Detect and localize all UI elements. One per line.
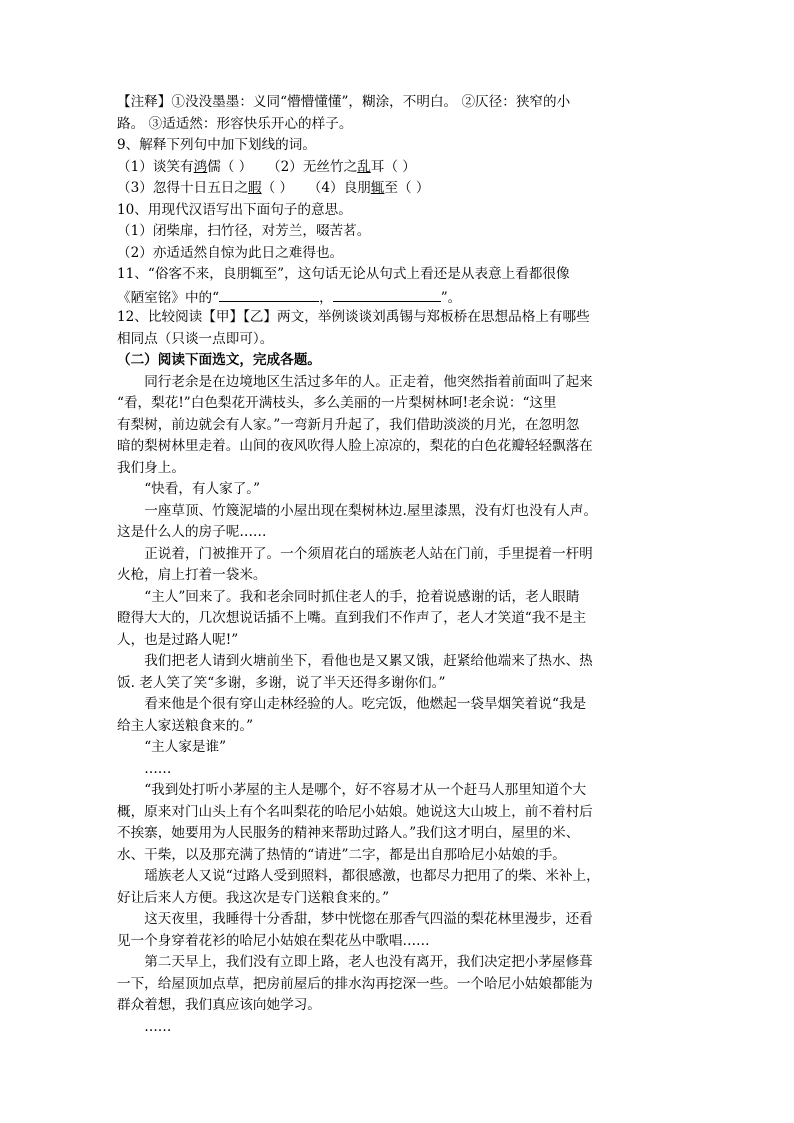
passage-line: “看，梨花!”白色梨花开满枝头，多么美丽的一片梨树林呵!老余说：“这里 xyxy=(117,395,557,411)
passage-line: 瑶族老人又说“过路人受到照料，都很感激，也都尽力把用了的柴、米补上， xyxy=(144,868,600,884)
answer-blank[interactable] xyxy=(219,286,319,302)
passage-line: 好让后来人方便。我这次是专门送粮食来的。” xyxy=(117,889,390,906)
q9-item-1: （1）谈笑有鸿儒（ ） xyxy=(117,158,253,175)
q9-item-3: （3）忽得十日五日之暇（ ） xyxy=(117,180,294,196)
passage-line: “主人”回来了。我和老余同时抓住老人的手，抢着说感谢的话，老人眼睛 xyxy=(144,588,580,605)
q11-line-1: 11、“俗客不来，良朋辄至”，这句话无论从句式上看还是从表意上看都很像 xyxy=(117,266,570,282)
passage-line: 第二天早上，我们没有立即上路，老人也没有离开，我们决定把小茅屋修葺 xyxy=(144,954,593,970)
q9-item-4: （4）良朋辄至（ ） xyxy=(307,180,430,196)
q9-stem: 9、解释下列句中加下划线的词。 xyxy=(117,137,316,153)
passage-line: 我们身上。 xyxy=(117,459,185,476)
passage-line: 见一个身穿着花衫的哈尼小姑娘在梨花丛中歌唱…… xyxy=(117,932,430,949)
passage-line: 这天夜里，我睡得十分香甜，梦中恍惚在那香气四溢的梨花林里漫步，还看 xyxy=(144,911,593,927)
q9-item-2: （2）无丝竹之乱耳（ ） xyxy=(266,158,416,175)
passage-line: 正说着，门被推开了。一个须眉花白的瑶族老人站在门前，手里提着一杆明 xyxy=(144,545,593,562)
passage-line: 这是什么人的房子呢…… xyxy=(117,524,267,540)
q10-sentence-2: （2）亦适适然自惊为此日之难得也。 xyxy=(117,244,344,261)
q12-line-2: 相同点（只谈一点即可）。 xyxy=(117,330,274,347)
q9-row-2 xyxy=(117,178,687,200)
note-line-2: 路。 ③适适然：形容快乐开心的样子。 xyxy=(117,115,353,132)
q9-row-1 xyxy=(117,157,687,179)
passage-line: “快看，有人家了。” xyxy=(144,481,261,497)
passage-line: “我到处打听小茅屋的主人是哪个，好不容易才从一个赶马人那里知道个大 xyxy=(144,782,587,798)
passage-line: 人，也是过路人呢!” xyxy=(117,631,239,648)
passage-line: …… xyxy=(144,1018,172,1035)
document-page xyxy=(117,92,687,1038)
answer-blank[interactable] xyxy=(333,286,441,302)
passage-line: 同行老余是在边境地区生活过多年的人。正走着，他突然指着前面叫了起来 xyxy=(144,373,593,390)
note-line-1: 【注释】①没没墨墨：义同“懵懵懂懂”，糊涂，不明白。 ②仄径：狭窄的小 xyxy=(117,94,571,110)
passage-line: …… xyxy=(144,760,172,777)
q10-stem: 10、用现代汉语写出下面句子的意思。 xyxy=(117,201,352,218)
q10-sentence-1: （1）闭柴扉，扫竹径，对芳兰，啜苦茗。 xyxy=(117,223,371,239)
passage-line: 群众着想，我们真应该向她学习。 xyxy=(117,997,321,1013)
passage-line: 概，原来对门山头上有个名叫梨花的哈尼小姑娘。她说这大山坡上，前不着村后 xyxy=(117,803,593,820)
reading-passage xyxy=(117,372,687,1039)
q11-line-2: 《陋室铭》中的“ ， ”。 xyxy=(117,286,687,308)
passage-line: 不挨寨，她要用为人民服务的精神来帮助过路人。”我们这才明白，屋里的米、 xyxy=(117,825,580,841)
passage-line: 我们把老人请到火塘前坐下，看他也是又累又饿，赶紧给他端来了热水、热 xyxy=(144,653,593,669)
section-2-heading: （二）阅读下面选文，完成各题。 xyxy=(117,352,321,368)
passage-line: 给主人家送粮食来的。” xyxy=(117,717,254,734)
passage-line: 瞪得大大的，几次想说话插不上嘴。直到我们不作声了，老人才笑道“我不是主 xyxy=(117,610,587,626)
passage-line: 水、干柴，以及那充满了热情的“请进”二字，都是出自那哈尼小姑娘的手。 xyxy=(117,846,566,863)
passage-line: 一下，给屋顶加点草，把房前屋后的排水沟再挖深一些。一个哈尼小姑娘都能为 xyxy=(117,975,593,992)
passage-line: 看来他是个很有穿山走林经验的人。吃完饭，他燃起一袋旱烟笑着说“我是 xyxy=(144,696,587,712)
passage-line: 火枪，肩上打着一袋米。 xyxy=(117,567,267,583)
passage-line: 饭. 老人笑了笑“多谢，多谢，说了半天还得多谢你们。” xyxy=(117,674,446,691)
passage-line: “主人家是谁” xyxy=(144,739,227,755)
passage-line: 有梨树，前边就会有人家。”一弯新月升起了，我们借助淡淡的月光，在忽明忽 xyxy=(117,416,580,433)
passage-line: 暗的梨树林里走着。山间的夜风吹得人脸上凉凉的，梨花的白色花瓣轻轻飘落在 xyxy=(117,438,593,454)
passage-line: 一座草顶、竹篾泥墙的小屋出现在梨树林边.屋里漆黑，没有灯也没有人声。 xyxy=(144,502,598,519)
q12-line-1: 12、比较阅读【甲】【乙】两文，举例谈谈刘禹锡与郑板桥在思想品格上有哪些 xyxy=(117,309,590,325)
